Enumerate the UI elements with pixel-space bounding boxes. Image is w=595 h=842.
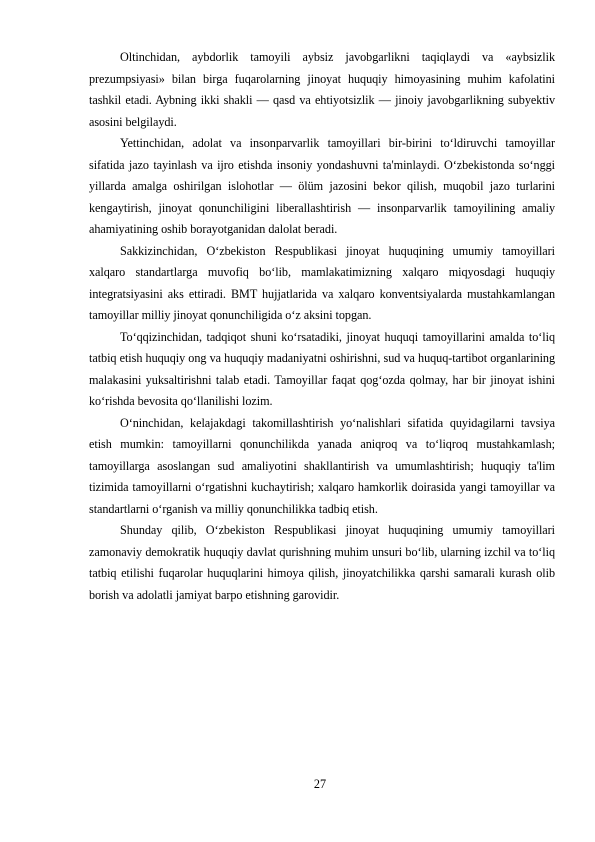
paragraph-ninth-point: To‘qqizinchidan, tadqiqot shuni ko‘rsatadiki, jinoyat huquqi tamoyillarini amalda to‘liq tatbiq etish huquqiy ong va huquqiy madaniyatni oshirishni, sud va huquq-tartibot organlarining malakasini yuksaltirishni talab etadi. Tamoyillar faqat qog‘ozda qolmay, har bir jinoyat ishini ko‘rishda bevosita qo‘llanilishi lozim. bbox=[89, 329, 555, 408]
paragraph-tenth-point: O‘ninchidan, kelajakdagi takomillashtirish yo‘nalishlari sifatida quyidagilarni tavsiya etish mumkin: tamoyillarni qonunchilikda yanada aniqroq va to‘liqroq mustahkamlash; tamoyillarga asoslangan sud amaliyotini shakllantirish va umumlashtirish; huquqiy ta'lim tizimida tamoyillarni o‘rgatishni kuchaytirish; xalqaro hamkorlik doirasida yangi tamoyillar va standartlarni o‘rganish va milliy qonunchilikka tadbiq etish. bbox=[89, 415, 555, 516]
paragraph-seventh-point: Yettinchidan, adolat va insonparvarlik tamoyillari bir-birini to‘ldiruvchi tamoyillar sifatida jazo tayinlash va ijro etishda insoniy yondashuvni ta'minlaydi. O‘zbekistonda so‘nggi yillarda amalga oshirilgan islohotlar — ölüm jazosini bekor qilish, muqobil jazo turlarini kengaytirish, jinoyat qonunchiligini liberallashtirish — insonparvarlik tamoyilining amaliy ahamiyatining oshib borayotganidan dalolat beradi. bbox=[89, 136, 555, 236]
paragraph-eighth-point: Sakkizinchidan, O‘zbekiston Respublikasi jinoyat huquqining umumiy tamoyillari xalqaro standartlarga muvofiq bo‘lib, mamlakatimizning xalqaro miqyosdagi huquqiy integratsiyasini aks ettiradi. BMT hujjatlarida va xalqaro konventsiyalarda mustahkamlangan tamoyillar milliy jinoyat qonunchiligida o‘z aksini topgan. bbox=[89, 243, 555, 322]
document-page bbox=[89, 47, 555, 606]
paragraph-sixth-point: Oltinchidan, aybdorlik tamoyili aybsiz javobgarlikni taqiqlaydi va «aybsizlik prezumpsiyasi» bilan birga fuqarolarning jinoyat huquqiy himoyasining muhim kafolatini tashkil etadi. Aybning ikki shakli — qasd va ehtiyotsizlik — jinoiy javobgarlikning subyektiv asosini belgilaydi. bbox=[89, 50, 555, 129]
paragraph-conclusion: Shunday qilib, O‘zbekiston Respublikasi jinoyat huquqining umumiy tamoyillari zamonaviy demokratik huquqiy davlat qurishning muhim unsuri bo‘lib, ularning izchil va to‘liq tatbiq etilishi fuqarolar huquqlarini himoya qilish, jinoyatchilikka qarshi samarali kurash olib borish va adolatli jamiyat barpo etishning garovidir. bbox=[89, 523, 555, 602]
page-number: 27 bbox=[313, 777, 327, 791]
